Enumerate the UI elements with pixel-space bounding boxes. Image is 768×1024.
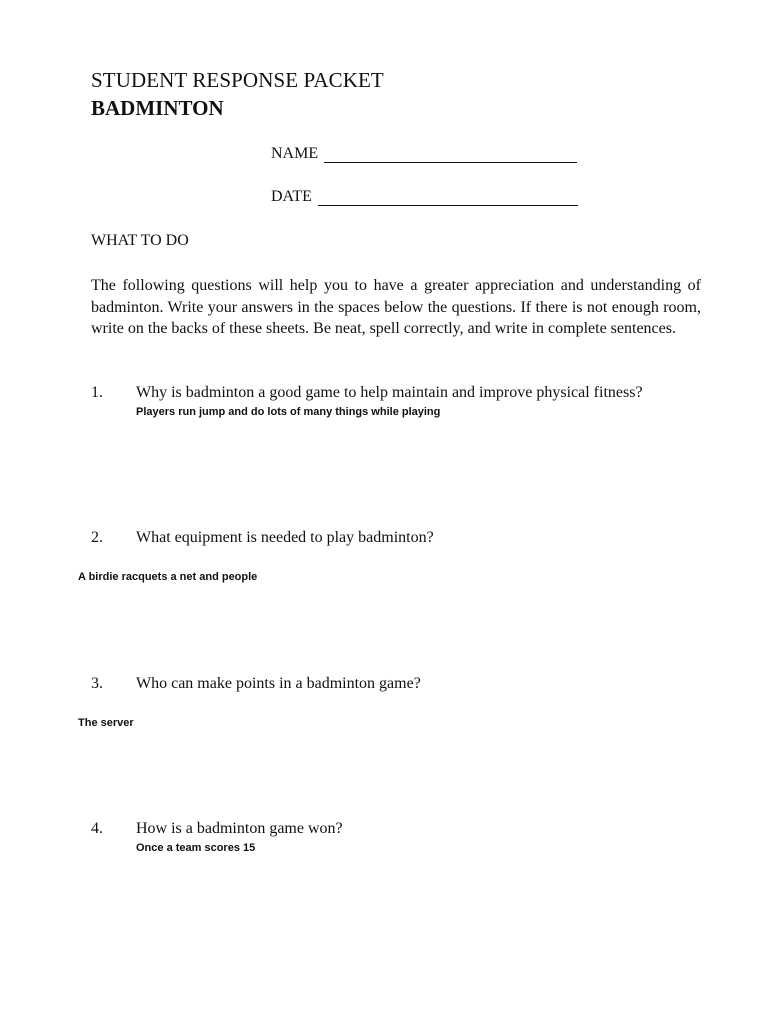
date-field (271, 188, 578, 206)
question-text: Why is badminton a good game to help maintain and improve physical fitness? (136, 384, 643, 401)
section-heading: WHAT TO DO (91, 232, 189, 249)
document-title: STUDENT RESPONSE PACKET (91, 68, 384, 92)
answer-text: Once a team scores 15 (136, 842, 256, 854)
name-label: NAME (271, 145, 319, 162)
date-blank-line[interactable] (318, 191, 578, 206)
question-text: Who can make points in a badminton game? (136, 675, 421, 692)
question-number: 4. (91, 820, 103, 837)
document-subtitle: BADMINTON (91, 96, 224, 120)
instructions-paragraph: The following questions will help you to have a greater appreciation and understanding of badminton. Write your answers in the spaces below the questions. If there is not enough room, write on the backs of these sheets. Be neat, spell correctly, and write in complete sentences. (91, 277, 701, 338)
answer-text: A birdie racquets a net and people (78, 571, 258, 583)
question-text: What equipment is needed to play badminton? (136, 529, 434, 546)
question-number: 3. (91, 675, 103, 692)
question-number: 2. (91, 529, 103, 546)
answer-text: The server (78, 717, 134, 729)
answer-text: Players run jump and do lots of many things while playing (136, 406, 441, 418)
question-number: 1. (91, 384, 103, 401)
name-blank-line[interactable] (324, 148, 577, 163)
date-label: DATE (271, 188, 312, 205)
name-field (271, 145, 577, 163)
question-text: How is a badminton game won? (136, 820, 343, 837)
